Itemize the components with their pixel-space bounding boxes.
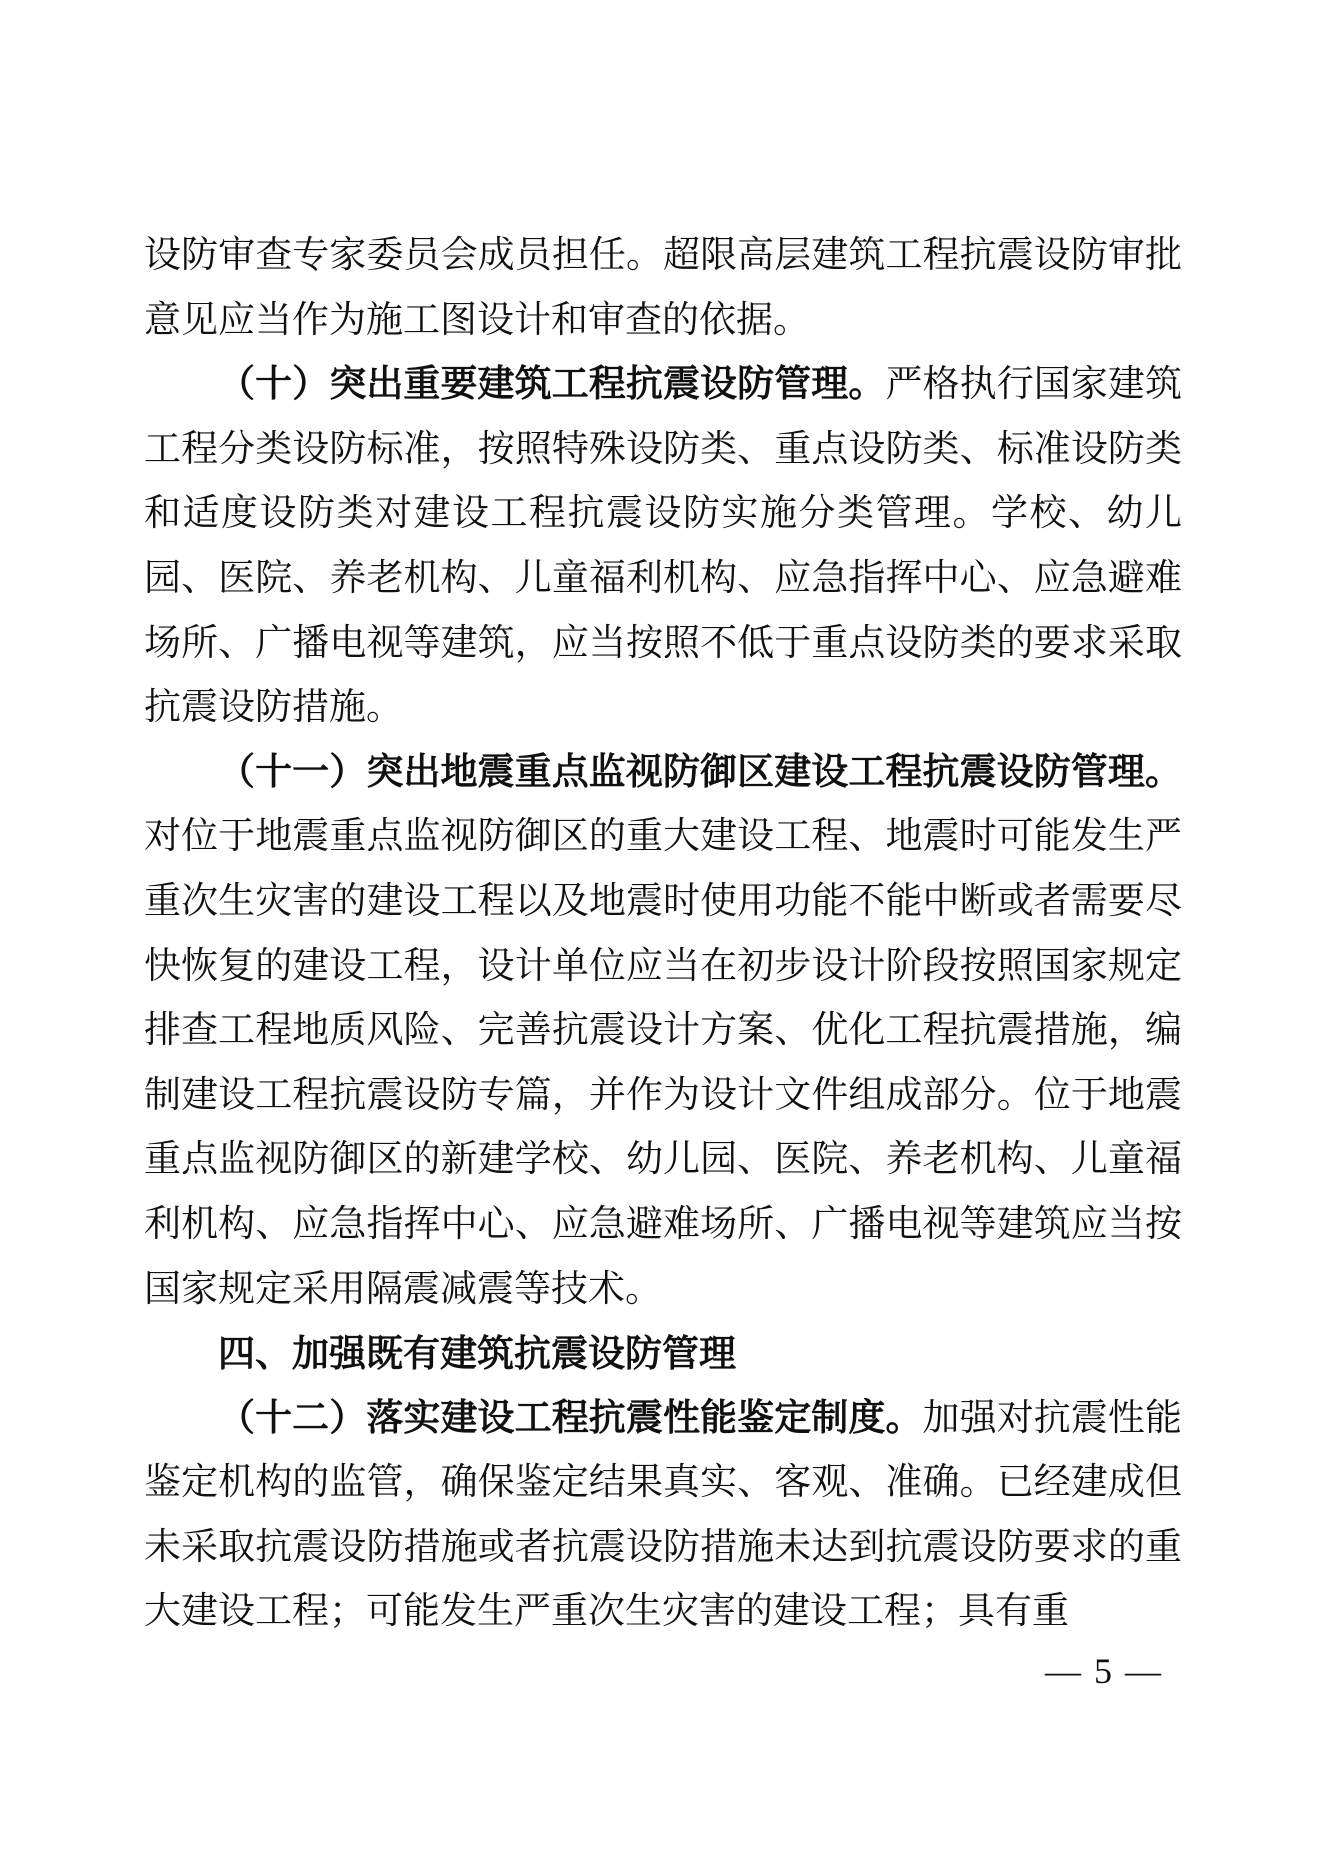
paragraph bbox=[144, 353, 1182, 741]
bold-text-run: （十）突出重要建筑工程抗震设防管理。 bbox=[218, 364, 886, 406]
bold-text-run: 四、加强既有建筑抗震设防管理 bbox=[218, 1333, 736, 1375]
bold-text-run: （十二）落实建设工程抗震性能鉴定制度。 bbox=[218, 1397, 923, 1439]
section-heading bbox=[144, 1322, 1182, 1387]
text-run: 对位于地震重点监视防御区的重大建设工程、地震时可能发生严重次生灾害的建设工程以及地震时使用功能不能中断或者需要尽快恢复的建设工程，设计单位应当在初步设计阶段按照国家规定排查工程地质风险、完善抗震设计方案、优化工程抗震措施，编制建设工程抗震设防专篇，并作为设计文件组成部分。位于地震重点监视防御区的新建学校、幼儿园、医院、养老机构、儿童福利机构、应急指挥中心、应急避难场所、广播电视等建筑应当按国家规定采用隔震减震等技术。 bbox=[144, 816, 1182, 1310]
paragraph bbox=[144, 1387, 1182, 1645]
text-run: 严格执行国家建筑工程分类设防标准，按照特殊设防类、重点设防类、标准设防类和适度设防类对建设工程抗震设防实施分类管理。学校、幼儿园、医院、养老机构、儿童福利机构、应急指挥中心、应急避难场所、广播电视等建筑，应当按照不低于重点设防类的要求采取抗震设防措施。 bbox=[144, 364, 1183, 729]
bold-text-run: （十一）突出地震重点监视防御区建设工程抗震设防管理。 bbox=[218, 751, 1182, 793]
document-body bbox=[144, 224, 1182, 1645]
text-run: 设防审查专家委员会成员担任。超限高层建筑工程抗震设防审批意见应当作为施工图设计和审查的依据。 bbox=[144, 235, 1182, 341]
paragraph bbox=[144, 741, 1182, 1322]
paragraph bbox=[144, 224, 1182, 353]
page-number: — 5 — bbox=[1045, 1651, 1163, 1691]
text-run: 加强对抗震性能鉴定机构的监管，确保鉴定结果真实、客观、准确。已经建成但未采取抗震设防措施或者抗震设防措施未达到抗震设防要求的重大建设工程；可能发生严重次生灾害的建设工程；具有重 bbox=[144, 1397, 1183, 1633]
